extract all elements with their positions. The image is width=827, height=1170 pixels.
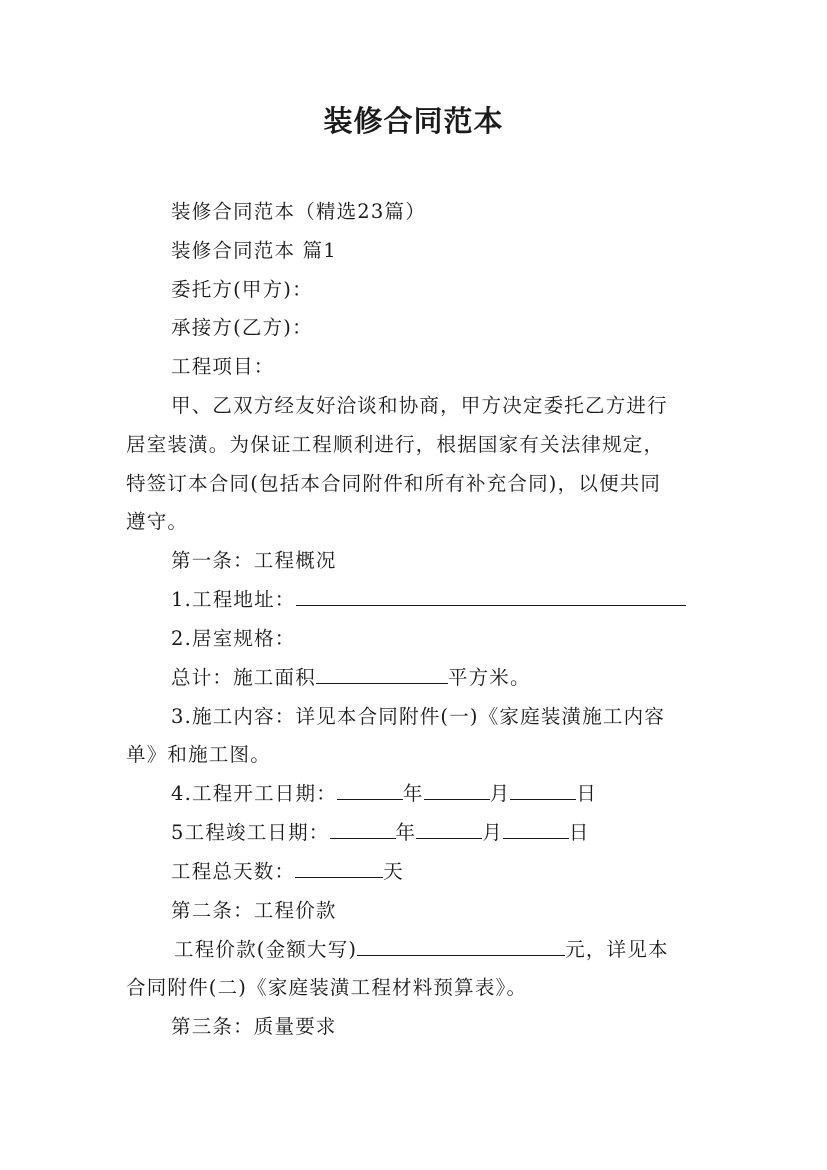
day-label: 日 <box>576 782 598 805</box>
clause-heading-1: 第一条：工程概况 <box>171 549 337 572</box>
section-heading: 装修合同范本 篇1 <box>171 239 337 262</box>
month-label: 月 <box>482 821 503 844</box>
content-line: 单》和施工图。 <box>126 743 271 766</box>
month-blank <box>424 781 490 800</box>
address-label: 1.工程地址： <box>171 588 296 611</box>
month-label: 月 <box>489 782 511 805</box>
total-days-label: 工程总天数： <box>171 860 296 883</box>
party-b-field: 承接方(乙方)： <box>171 316 313 339</box>
project-field: 工程项目： <box>171 355 275 378</box>
day-label: 日 <box>568 821 590 844</box>
end-date-label: 5工程竣工日期： <box>171 821 330 844</box>
days-blank <box>295 859 383 878</box>
day-blank <box>503 820 569 839</box>
paragraph-line: 居室装潢。为保证工程顺利进行，根据国家有关法律规定， <box>126 433 665 456</box>
price-prefix: 工程价款(金额大写) <box>174 938 358 961</box>
paragraph-line: 甲、乙双方经友好洽谈和协商，甲方决定委托乙方进行 <box>171 394 668 417</box>
paragraph-line: 遵守。 <box>126 510 189 533</box>
address-field <box>171 587 686 613</box>
price-line: 合同附件(二)《家庭装潢工程材料预算表》。 <box>126 976 528 999</box>
content-line: 3.施工内容：详见本合同附件(一)《家庭装潢施工内容 <box>171 705 666 728</box>
end-date-field <box>171 820 590 846</box>
clause-heading-2: 第二条：工程价款 <box>171 899 337 922</box>
total-days-field <box>171 859 404 885</box>
start-date-field <box>171 781 597 807</box>
area-suffix: 平方米。 <box>447 666 531 689</box>
price-suffix: 元，详见本 <box>565 938 669 961</box>
days-unit: 天 <box>383 860 404 883</box>
party-a-field: 委托方(甲方)： <box>171 278 313 301</box>
area-prefix: 总计：施工面积 <box>171 666 316 689</box>
day-blank <box>510 781 576 800</box>
year-label: 年 <box>395 821 417 844</box>
month-blank <box>416 820 482 839</box>
area-field <box>171 665 531 691</box>
room-spec-field: 2.居室规格： <box>171 627 296 650</box>
document-title: 装修合同范本 <box>323 104 504 138</box>
year-blank <box>337 781 403 800</box>
year-label: 年 <box>402 782 424 805</box>
year-blank <box>330 820 396 839</box>
area-blank <box>316 665 448 684</box>
price-field <box>174 937 669 963</box>
clause-heading-3: 第三条：质量要求 <box>171 1015 337 1038</box>
paragraph-line: 特签订本合同(包括本合同附件和所有补充合同)，以便共同 <box>126 472 662 495</box>
subtitle-line: 装修合同范本（精选23篇） <box>171 200 426 223</box>
start-date-label: 4.工程开工日期： <box>171 782 337 805</box>
price-blank <box>357 937 565 956</box>
address-blank <box>296 587 686 606</box>
